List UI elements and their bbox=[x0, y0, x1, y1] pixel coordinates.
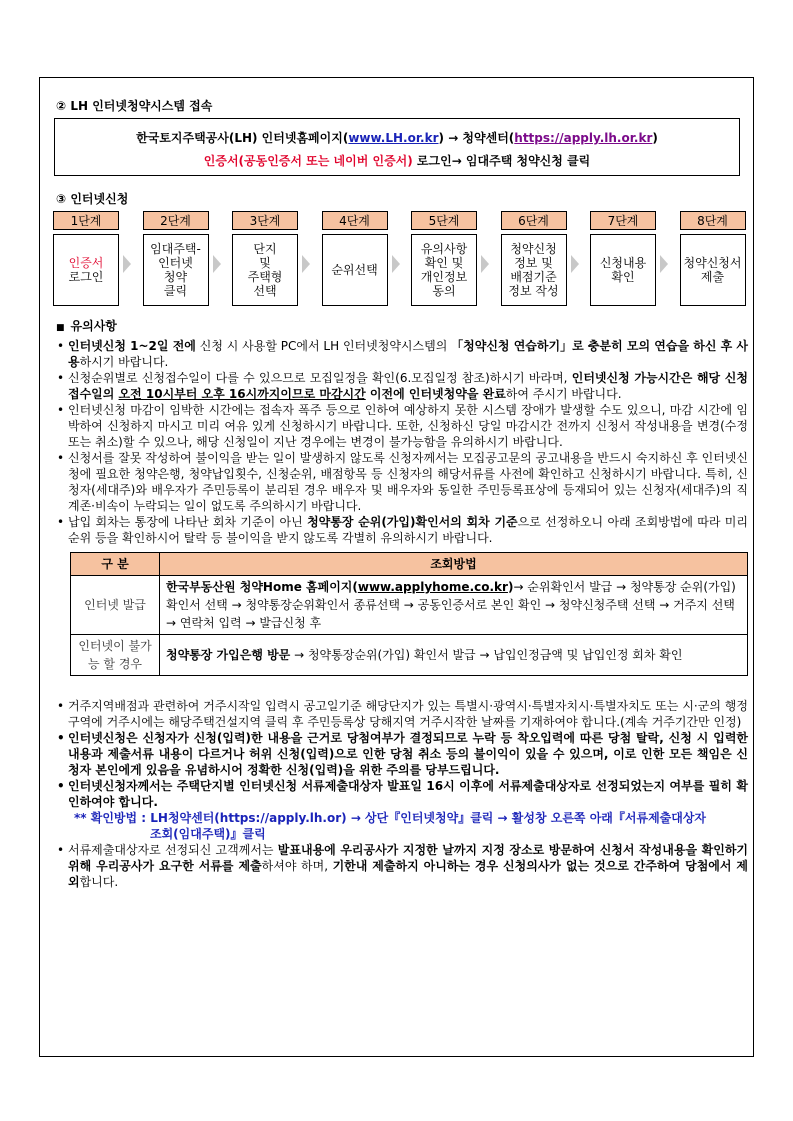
step-text: 및 bbox=[259, 256, 271, 270]
note-item: • 인터넷신청자께서는 주택단지별 인터넷신청 서류제출대상자 발표일 16시 이후에 서류제출대상자로 선정되었는지 여부를 필히 확인하여야 합니다. bbox=[56, 778, 748, 810]
step-body bbox=[232, 234, 298, 306]
step-text: 임대주택- bbox=[150, 242, 201, 256]
step-text: 청약신청서 bbox=[683, 256, 742, 270]
step-label: 7단계 bbox=[590, 211, 656, 230]
note-item: • 거주지역배점과 관련하여 거주시작일 입력시 공고일기준 해당단지가 있는 특별시·광역시·특별자치시·특별자치도 또는 시·군의 행정구역에 거주시에는 해당주택건설지역 클릭 후 주민등록상 당해지역 거주시작한 날짜를 기재하여야 합니다.(계속 거주기간만 인정) bbox=[56, 698, 748, 730]
inquiry-table bbox=[70, 552, 748, 676]
step-arrow-icon bbox=[123, 255, 131, 273]
step-text: 유의사항 bbox=[420, 242, 468, 256]
step-text: 로그인 bbox=[68, 270, 104, 284]
step-text: 인터넷 bbox=[158, 256, 193, 270]
step-text: 정보 및 bbox=[514, 256, 553, 270]
table-cell-method: 청약통장 가입은행 방문 → 청약통장순위(가입) 확인서 발급 → 납입인정금액 및 납입인정 회차 확인 bbox=[160, 635, 748, 676]
table-row bbox=[71, 635, 748, 676]
lh-homepage-link[interactable]: www.LH.or.kr bbox=[348, 131, 439, 145]
section-2-title: ② LH 인터넷청약시스템 접속 bbox=[56, 99, 213, 113]
table-row bbox=[71, 576, 748, 635]
note-item: • 인터넷신청은 신청자가 신청(입력)한 내용을 근거로 당첨여부가 결정되므로 누락 등 착오입력에 따른 당첨 탈락, 신청 시 입력한 내용과 제출서류 내용이 다르거나 허위 신청(입력)으로 인한 당첨 취소 등의 불이익이 있을 수 있으며, 이로 인한 모든 책임은 신청자 본인에게 있음을 유념하시어 정확한 신청(입력)을 위한 주의를 당부드립니다. bbox=[56, 730, 748, 778]
step-label: 6단계 bbox=[501, 211, 567, 230]
check-method-line-2: 조회(임대주택)』클릭 bbox=[150, 827, 266, 841]
step-text: 선택 bbox=[253, 284, 277, 298]
step-arrow-icon bbox=[302, 255, 310, 273]
step-arrow-icon bbox=[481, 255, 489, 273]
step-body bbox=[143, 234, 209, 306]
notes-content bbox=[56, 318, 748, 890]
check-method-line: ** 확인방법 : LH청약센터(https://apply.lh.or) → 상단『인터넷청약』클릭 → 활성창 오른쪽 아래『서류제출대상자 bbox=[74, 811, 707, 825]
step-text: 순위선택 bbox=[331, 263, 378, 277]
step-body bbox=[322, 234, 388, 306]
step-body bbox=[501, 234, 567, 306]
step-text: 정보 작성 bbox=[508, 284, 559, 298]
step-8 bbox=[680, 211, 746, 306]
step-text: 확인 bbox=[611, 270, 635, 284]
step-7 bbox=[590, 211, 656, 306]
step-label: 4단계 bbox=[322, 211, 388, 230]
step-label: 2단계 bbox=[143, 211, 209, 230]
access-line-2: 인증서(공동인증서 또는 네이버 인증서) 로그인→ 임대주택 청약신청 클릭 bbox=[203, 154, 591, 168]
step-arrow-icon bbox=[392, 255, 400, 273]
step-4 bbox=[322, 211, 388, 306]
section-3-title: ③ 인터넷신청 bbox=[56, 192, 129, 206]
step-body bbox=[53, 234, 119, 306]
step-arrow-icon bbox=[660, 255, 668, 273]
step-6 bbox=[501, 211, 567, 306]
step-2 bbox=[143, 211, 209, 306]
step-5 bbox=[411, 211, 477, 306]
certificate-text: 인증서(공동인증서 또는 네이버 인증서) bbox=[203, 154, 413, 168]
step-text: 신청내용 bbox=[599, 256, 647, 270]
step-arrow-icon bbox=[571, 255, 579, 273]
step-text: 주택형 bbox=[247, 270, 283, 284]
step-text: 단지 bbox=[253, 242, 277, 256]
access-box bbox=[54, 118, 740, 176]
notes-title: ■ 유의사항 bbox=[56, 318, 748, 336]
note-item: • 인터넷신청 마감이 임박한 시간에는 접속자 폭주 등으로 인하여 예상하지 못한 시스템 장애가 발생할 수도 있으니, 마감 시간에 임박하여 신청하지 마시고 미리 여유 있게 신청하시기 바랍니다. 또한, 신청하신 당일 마감시간 전까지 신청서 작성내용을 변경(수정 또는 취소)할 수 있으나, 해당 신청일이 지난 경우에는 변경이 불가능함을 유의하시기 바랍니다. bbox=[56, 402, 748, 450]
step-text: 청약신청 bbox=[510, 242, 557, 256]
note-item: • 서류제출대상자로 선정되신 고객께서는 발표내용에 우리공사가 지정한 날까지 지정 장소로 방문하여 신청서 작성내용을 확인하기 위해 우리공사가 요구한 서류를 제출하셔야 하며, 기한내 제출하지 아니하는 경우 신청의사가 없는 것으로 간주하여 당첨에서 제외합니다. bbox=[56, 842, 748, 890]
step-1 bbox=[53, 211, 119, 306]
note-item: • 신청순위별로 신청접수일이 다를 수 있으므로 모집일정을 확인(6.모집일정 참조)하시기 바라며, 인터넷신청 가능시간은 해당 신청접수일의 오전 10시부터 오후 16시까지이므로 마감시간 이전에 인터넷청약을 완료하여 주시기 바랍니다. bbox=[56, 370, 748, 402]
note-item: • 인터넷신청 1~2일 전에 신청 시 사용할 PC에서 LH 인터넷청약시스템의 「청약신청 연습하기」로 충분히 모의 연습을 하신 후 사용하시기 바랍니다. bbox=[56, 338, 748, 370]
table-cell-method: 한국부동산원 청약Home 홈페이지(www.applyhome.co.kr)→ 순위확인서 발급 → 청약통장 순위(가입) 확인서 선택 → 청약통장순위확인서 종류선택 → 공동인증서로 본인 확인 → 청약신청주택 선택 → 거주지 선택 → 연락처 입력 → 발급신청 후 bbox=[160, 576, 748, 635]
table-header-category: 구 분 bbox=[71, 553, 160, 576]
step-label: 3단계 bbox=[232, 211, 298, 230]
applyhome-link[interactable]: www.applyhome.co.kr bbox=[357, 580, 508, 594]
step-3 bbox=[232, 211, 298, 306]
step-body bbox=[411, 234, 477, 306]
step-body bbox=[590, 234, 656, 306]
step-label: 1단계 bbox=[53, 211, 119, 230]
step-text: 제출 bbox=[700, 270, 725, 284]
apply-center-link[interactable]: https://apply.lh.or.kr bbox=[514, 131, 653, 145]
step-label: 8단계 bbox=[680, 211, 746, 230]
step-text: 동의 bbox=[432, 284, 456, 298]
step-label: 5단계 bbox=[411, 211, 477, 230]
note-item: • 신청서를 잘못 작성하여 불이익을 받는 일이 발생하지 않도록 신청자께서는 모집공고문의 공고내용을 반드시 숙지하신 후 인터넷신청에 필요한 청약은행, 청약납입횟수, 신청순위, 배점항목 등 신청자의 해당서류를 사전에 확인하고 신청하시기 바랍니다. 특히, 신청자(세대주)와 배우자가 주민등록이 분리된 경우 배우자 및 배우자와 동일한 주민등록표상에 등재되어 있는 신청자(세대주)의 직계존·비속이 누락되는 일이 없도록 주의하시기 바랍니다. bbox=[56, 450, 748, 514]
step-text: 인증서 bbox=[68, 256, 104, 270]
note-item: • 납입 회차는 통장에 나타난 회차 기준이 아닌 청약통장 순위(가입)확인서의 회차 기준으로 선정하오니 아래 조회방법에 따라 미리 순위 등을 확인하시어 탈락 등 불이익을 받지 않도록 각별히 유의하시기 바랍니다. bbox=[56, 514, 748, 546]
step-arrow-icon bbox=[213, 255, 221, 273]
step-body bbox=[680, 234, 746, 306]
table-header-method: 조회방법 bbox=[160, 553, 748, 576]
step-text: 개인정보 bbox=[420, 270, 468, 284]
table-cell-category: 인터넷 발급 bbox=[71, 576, 160, 635]
steps-flow bbox=[53, 211, 743, 306]
step-text: 배점기준 bbox=[510, 270, 557, 284]
step-text: 청약 bbox=[163, 270, 188, 284]
step-text: 확인 및 bbox=[424, 256, 464, 270]
table-cell-category: 인터넷이 불가능 할 경우 bbox=[71, 635, 160, 676]
access-line-1: 한국토지주택공사(LH) 인터넷홈페이지(www.LH.or.kr) → 청약센터(https://apply.lh.or.kr) bbox=[136, 131, 658, 145]
step-text: 클릭 bbox=[163, 284, 188, 298]
